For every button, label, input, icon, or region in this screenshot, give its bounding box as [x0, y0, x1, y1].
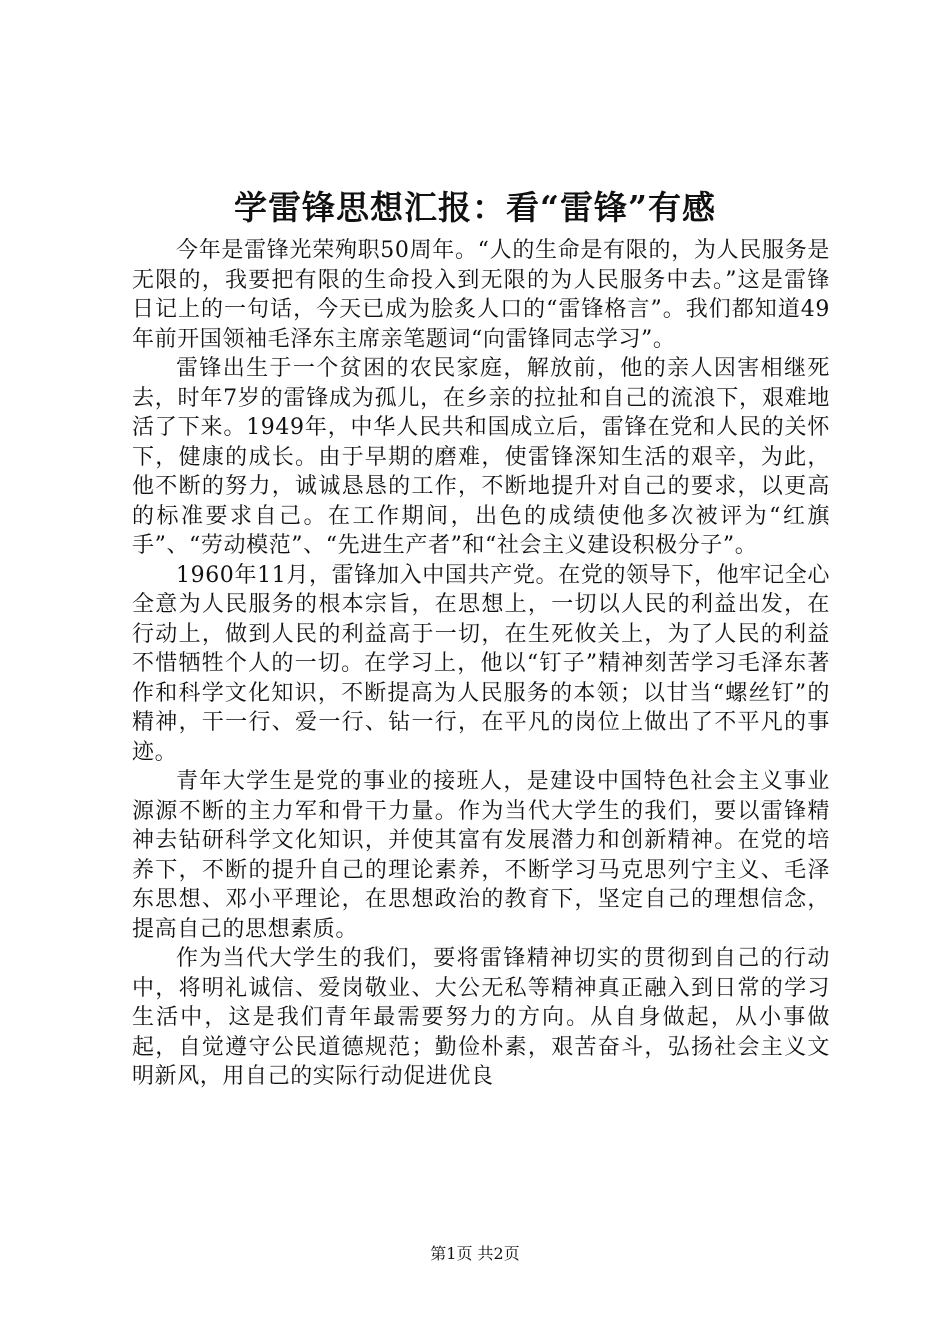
paragraph-2: 雷锋出生于一个贫困的农民家庭，解放前，他的亲人因害相继死去，时年7岁的雷锋成为孤儿，在乡亲的拉扯和自己的流浪下，艰难地活了下来。1949年，中华人民共和国成立后，雷锋在党和人民的关怀下，健康的成长。由于早期的磨难，使雷锋深知生活的艰辛，为此，他不断的努力，诚诚恳恳的工作，不断地提升对自己的要求，以更高的标准要求自己。在工作期间，出色的成绩使他多次被评为“红旗手”、“劳动模范”、“先进生产者”和“社会主义建设积极分子”。 [132, 356, 830, 558]
paragraph-3: 1960年11月，雷锋加入中国共产党。在党的领导下，他牢记全心全意为人民服务的根本宗旨，在思想上，一切以人民的利益出发，在行动上，做到人民的利益高于一切，在生死攸关上，为了人民的利益不惜牺牲个人的一切。在学习上，他以“钉子”精神刻苦学习毛泽东著作和科学文化知识，不断提高为人民服务的本领；以甘当“螺丝钉”的精神，干一行、爱一行、钻一行，在平凡的岗位上做出了不平凡的事迹。 [132, 562, 830, 765]
paragraph-4: 青年大学生是党的事业的接班人，是建设中国特色社会主义事业源源不断的主力军和骨干力量。作为当代大学生的我们，要以雷锋精神去钻研科学文化知识，并使其富有发展潜力和创新精神。在党的培养下，不断的提升自己的理论素养，不断学习马克思列宁主义、毛泽东思想、邓小平理论，在思想政治的教育下，坚定自己的理想信念，提高自己的思想素质。 [132, 769, 830, 942]
paragraph-1: 今年是雷锋光荣殉职50周年。“人的生命是有限的，为人民服务是无限的，我要把有限的生命投入到无限的为人民服务中去。”这是雷锋日记上的一句话，今天已成为脍炙人口的“雷锋格言”。我们都知道49年前开国领袖毛泽东主席亲笔题词“向雷锋同志学习”。 [132, 238, 830, 352]
document-title: 学雷锋思想汇报：看“雷锋”有感 [234, 188, 716, 227]
paragraph-5: 作为当代大学生的我们，要将雷锋精神切实的贯彻到自己的行动中，将明礼诚信、爱岗敬业、大公无私等精神真正融入到日常的学习生活中，这是我们青年最需要努力的方向。从自身做起，从小事做起，自觉遵守公民道德规范；勤俭朴素，艰苦奋斗，弘扬社会主义文明新风，用自己的实际行动促进优良 [132, 946, 830, 1089]
document-body [132, 236, 830, 1092]
page-number-footer: 第1页 共2页 [430, 1244, 520, 1263]
